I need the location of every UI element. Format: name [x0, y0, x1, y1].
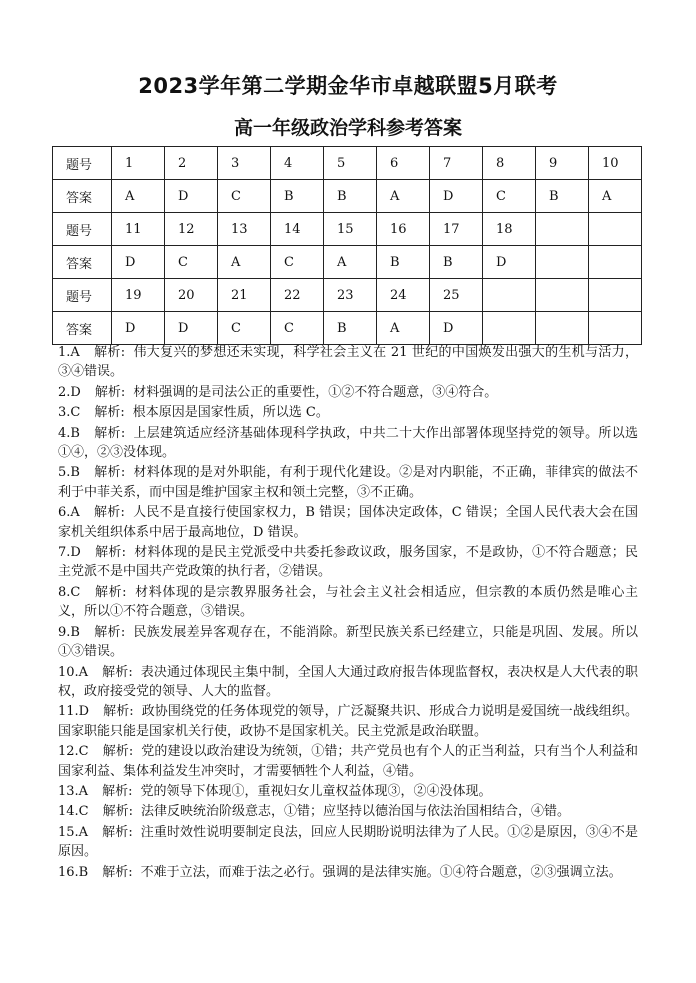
- table-cell: 23: [324, 279, 377, 312]
- explanation-label: 解析:: [103, 704, 134, 720]
- table-cell: D: [430, 312, 483, 345]
- explanation-item: [58, 343, 638, 382]
- explanation-item: [58, 663, 638, 702]
- explanation-item: [58, 503, 638, 542]
- table-cell: 2: [165, 147, 218, 180]
- explanation-text: 法律反映统治阶级意志，①错；应坚持以德治国与依法治国相结合，④错。: [141, 804, 571, 820]
- table-cell: 4: [271, 147, 324, 180]
- table-cell: [536, 312, 589, 345]
- explanation-item: [58, 742, 638, 781]
- table-cell: [536, 213, 589, 246]
- table-cell: B: [377, 246, 430, 279]
- table-cell: D: [483, 246, 536, 279]
- table-cell: [483, 312, 536, 345]
- explanation-item: [58, 583, 638, 622]
- question-number-row: [53, 279, 642, 312]
- table-cell: 8: [483, 147, 536, 180]
- explanation-item: [58, 463, 638, 502]
- question-answer-number: 6.A: [58, 505, 80, 521]
- table-cell: C: [165, 246, 218, 279]
- table-cell: 1: [112, 147, 165, 180]
- table-cell: 9: [536, 147, 589, 180]
- explanation-text: 伟大复兴的梦想还未实现，科学社会主义在 21 世纪的中国焕发出强大的生机与活力，③④错误。: [58, 345, 638, 380]
- question-answer-number: 5.B: [58, 465, 80, 481]
- table-cell: C: [271, 312, 324, 345]
- explanation-text: 人民不是直接行使国家权力，B 错误；国体决定政体，C 错误；全国人民代表大会在国家机关组织体系中居于最高地位，D 错误。: [58, 505, 638, 540]
- explanation-label: 解析:: [102, 783, 133, 799]
- table-cell: 10: [589, 147, 642, 180]
- explanation-text: 不难于立法，而难于法之必行。强调的是法律实施。①④符合题意，②③强调立法。: [140, 864, 622, 880]
- question-number-row: [53, 213, 642, 246]
- table-cell: 15: [324, 213, 377, 246]
- explanation-text: 民族发展差异客观存在，不能消除。新型民族关系已经建立，只能是巩固、发展。所以①③错误。: [58, 624, 638, 660]
- table-cell: A: [324, 246, 377, 279]
- table-cell: B: [324, 180, 377, 213]
- table-cell: 24: [377, 279, 430, 312]
- explanation-label: 解析:: [94, 405, 125, 421]
- explanation-item: [58, 543, 638, 582]
- question-answer-number: 8.C: [58, 584, 81, 600]
- explanation-label: 解析:: [94, 584, 127, 600]
- explanation-label: 解析:: [102, 824, 133, 840]
- table-cell: 14: [271, 213, 324, 246]
- table-cell: D: [112, 246, 165, 279]
- explanation-item: [58, 782, 638, 801]
- explanation-label: 解析:: [102, 664, 133, 680]
- explanation-item: [58, 802, 638, 821]
- row-header-cell: 题号: [53, 279, 112, 312]
- question-answer-number: 7.D: [58, 545, 81, 561]
- answer-row: [53, 180, 642, 213]
- explanation-text: 党的建设以政治建设为统领，①错；共产党员也有个人的正当利益，只有当个人利益和国家利益、集体利益发生冲突时，才需要牺牲个人利益，④错。: [58, 744, 638, 779]
- table-cell: 7: [430, 147, 483, 180]
- table-cell: B: [271, 180, 324, 213]
- question-answer-number: 1.A: [58, 345, 80, 360]
- table-cell: 13: [218, 213, 271, 246]
- table-cell: 20: [165, 279, 218, 312]
- table-cell: A: [589, 180, 642, 213]
- explanation-text: 材料强调的是司法公正的重要性，①②不符合题意，③④符合。: [133, 384, 498, 400]
- explanation-label: 解析:: [93, 505, 125, 521]
- question-answer-number: 9.B: [58, 624, 80, 640]
- table-cell: D: [430, 180, 483, 213]
- explanation-text: 注重时效性说明要制定良法，回应人民期盼说明法律为了人民。①②是原因，③④不是原因。: [58, 824, 638, 860]
- explanation-item: [58, 702, 638, 741]
- table-cell: 18: [483, 213, 536, 246]
- question-answer-number: 12.C: [58, 744, 89, 760]
- table-cell: [536, 246, 589, 279]
- row-header-cell: 题号: [53, 147, 112, 180]
- table-cell: [483, 279, 536, 312]
- table-cell: [589, 279, 642, 312]
- explanation-label: 解析:: [93, 345, 126, 360]
- explanation-item: [58, 403, 638, 422]
- table-cell: D: [112, 312, 165, 345]
- explanation-text: 政协围绕党的任务体现党的领导，广泛凝聚共识、形成合力说明是爱国统一战线组织。国家职能只能是国家机关行使，政协不是国家机关。民主党派是政治联盟。: [58, 704, 638, 739]
- table-cell: D: [165, 312, 218, 345]
- question-number-row: [53, 147, 642, 180]
- table-cell: 6: [377, 147, 430, 180]
- question-answer-number: 4.B: [58, 425, 80, 441]
- table-cell: C: [218, 180, 271, 213]
- table-cell: B: [536, 180, 589, 213]
- explanation-item: [58, 424, 638, 463]
- explanation-list: [58, 343, 638, 883]
- explanation-label: 解析:: [94, 545, 126, 561]
- table-cell: D: [165, 180, 218, 213]
- table-cell: 25: [430, 279, 483, 312]
- table-cell: 22: [271, 279, 324, 312]
- explanation-item: [58, 863, 638, 882]
- table-cell: C: [271, 246, 324, 279]
- table-cell: A: [112, 180, 165, 213]
- explanation-item: [58, 383, 638, 402]
- row-header-cell: 答案: [53, 180, 112, 213]
- explanation-text: 材料体现的是对外职能，有利于现代化建设。②是对内职能，不正确，菲律宾的做法不利于中菲关系，而中国是维护国家主权和领土完整，③不正确。: [58, 465, 638, 500]
- explanation-text: 表决通过体现民主集中制，全国人大通过政府报告体现监督权，表决权是人大代表的职权，政府接受党的领导、人大的监督。: [58, 664, 638, 699]
- question-answer-number: 16.B: [58, 864, 89, 880]
- page-subtitle: 高一年级政治学科参考答案: [233, 117, 462, 139]
- table-cell: A: [377, 180, 430, 213]
- table-cell: 3: [218, 147, 271, 180]
- table-cell: 12: [165, 213, 218, 246]
- question-answer-number: 13.A: [58, 783, 89, 799]
- question-answer-number: 14.C: [58, 804, 89, 820]
- explanation-label: 解析:: [93, 425, 126, 441]
- explanation-text: 材料体现的是宗教界服务社会，与社会主义社会相适应，但宗教的本质仍然是唯心主义，所以①不符合题意，③错误。: [58, 584, 638, 620]
- table-cell: 11: [112, 213, 165, 246]
- row-header-cell: 题号: [53, 213, 112, 246]
- table-cell: 5: [324, 147, 377, 180]
- explanation-label: 解析:: [94, 384, 126, 400]
- explanation-text: 材料体现的是民主党派受中共委托参政议政，服务国家，不是政协，①不符合题意；民主党派不是中国共产党政策的执行者，②错误。: [58, 545, 638, 580]
- explanation-label: 解析:: [102, 804, 134, 820]
- table-cell: [536, 279, 589, 312]
- explanation-item: [58, 623, 638, 662]
- table-cell: 17: [430, 213, 483, 246]
- table-cell: C: [218, 312, 271, 345]
- table-cell: C: [483, 180, 536, 213]
- explanation-label: 解析:: [102, 864, 133, 880]
- table-cell: [589, 246, 642, 279]
- table-cell: 21: [218, 279, 271, 312]
- table-cell: 16: [377, 213, 430, 246]
- question-answer-number: 3.C: [58, 405, 81, 421]
- table-cell: [589, 312, 642, 345]
- explanation-label: 解析:: [93, 624, 126, 640]
- explanation-text: 上层建筑适应经济基础体现科学执政，中共二十大作出部署体现坚持党的领导。所以选①④，②③没体现。: [58, 425, 638, 461]
- question-answer-number: 10.A: [58, 664, 89, 680]
- table-cell: 19: [112, 279, 165, 312]
- answer-row: [53, 246, 642, 279]
- explanation-label: 解析:: [102, 744, 134, 760]
- table-cell: A: [218, 246, 271, 279]
- answer-table: [52, 146, 642, 345]
- explanation-item: [58, 823, 638, 862]
- table-cell: A: [377, 312, 430, 345]
- page-title: 2023学年第二学期金华市卓越联盟5月联考: [138, 74, 558, 98]
- explanation-label: 解析:: [93, 465, 126, 481]
- question-answer-number: 15.A: [58, 824, 89, 840]
- explanation-text: 党的领导下体现①，重视妇女儿童权益体现③，②④没体现。: [140, 783, 492, 799]
- row-header-cell: 答案: [53, 312, 112, 345]
- explanation-text: 根本原因是国家性质，所以选 C。: [132, 405, 329, 421]
- question-answer-number: 2.D: [58, 384, 81, 400]
- row-header-cell: 答案: [53, 246, 112, 279]
- table-cell: B: [324, 312, 377, 345]
- question-answer-number: 11.D: [58, 704, 90, 720]
- table-cell: B: [430, 246, 483, 279]
- answer-row: [53, 312, 642, 345]
- table-cell: [589, 213, 642, 246]
